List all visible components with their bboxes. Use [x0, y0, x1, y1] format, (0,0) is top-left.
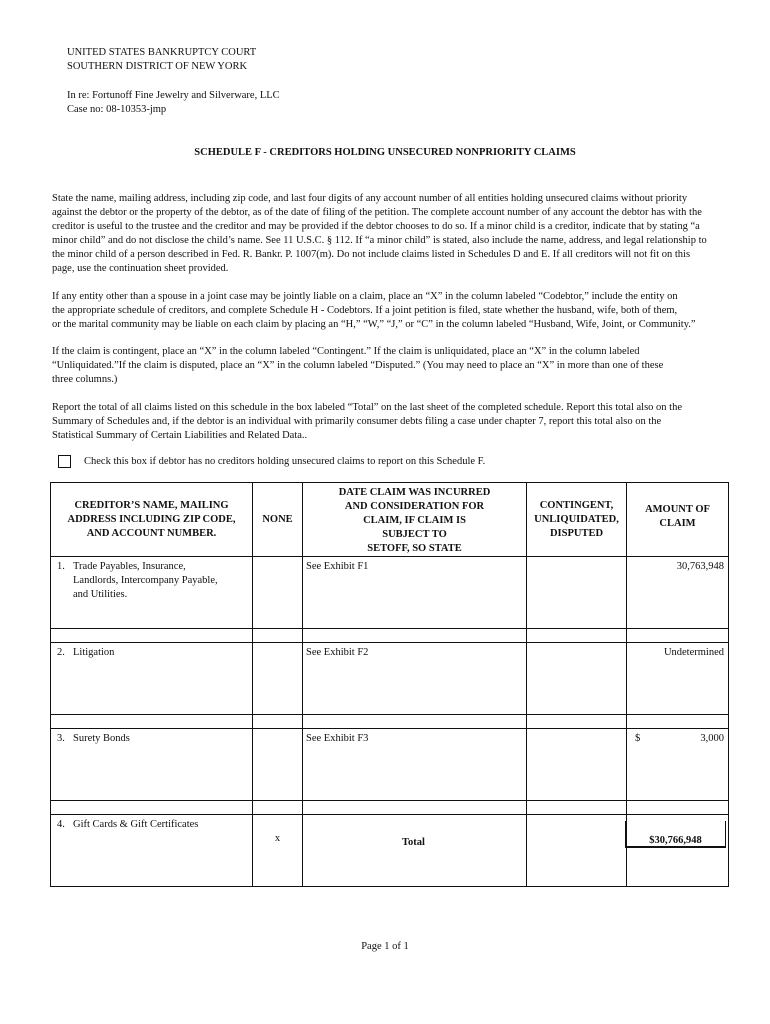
creditor-cell: 1. Trade Payables, Insurance, Landlords, Intercompany Payable, and Utilities.	[51, 557, 253, 629]
instruction-line: Summary of Schedules and, if the debtor is an individual with primarily consumer debts filing a case under chapter 7, report this total also on the	[52, 416, 662, 427]
total-label: Total	[402, 837, 425, 848]
none-cell	[253, 729, 303, 801]
instruction-line: If the claim is contingent, place an “X” in the column labeled “Contingent.” If the claim is unliquidated, place an “X” in the column labeled	[52, 346, 640, 357]
table-spacer-row	[51, 801, 729, 815]
instruction-line: Statistical Summary of Certain Liabilities and Related Data..	[52, 430, 308, 441]
date-claim-cell: See Exhibit F3	[303, 729, 527, 801]
header-none: NONE	[253, 483, 303, 557]
none-cell: x	[253, 815, 303, 887]
instruction-line: State the name, mailing address, including zip code, and last four digits of any account number of all entities holding unsecured claims without priority	[52, 193, 688, 204]
instruction-line: “Unliquidated.”If the claim is disputed, place an “X” in the column labeled “Disputed.” (You may need to place an “X” in more than one of these	[52, 360, 664, 371]
court-name: UNITED STATES BANKRUPTCY COURT	[67, 47, 257, 58]
creditor-cell: 2. Litigation	[51, 643, 253, 715]
instruction-line: the minor child of a person described in Fed. R. Bankr. P. 1007(m). Do not include claims listed in Schedules D and E. If all creditors will not fit on this	[52, 249, 691, 260]
no-creditors-checkbox[interactable]	[58, 455, 71, 468]
instructions-paragraph-4	[52, 401, 722, 443]
header-amount: AMOUNT OF CLAIM	[627, 483, 729, 557]
none-cell	[253, 557, 303, 629]
amount-cell: 30,763,948	[627, 557, 729, 629]
creditor-cell: 3. Surety Bonds	[51, 729, 253, 801]
table-spacer-row	[51, 629, 729, 643]
table-header-row	[51, 483, 729, 557]
instruction-line: or the marital community may be liable on each claim by placing an “H,” “W,” “J,” or “C” in the column labeled “Husband, Wife, Joint, or Community.”	[52, 319, 696, 330]
instructions-paragraph-3	[52, 345, 722, 387]
instruction-line: Report the total of all claims listed on this schedule in the box labeled “Total” on the last sheet of the completed schedule. Report this total also on the	[52, 402, 682, 413]
date-claim-cell: See Exhibit F1	[303, 557, 527, 629]
contingent-cell	[527, 729, 627, 801]
table-spacer-row	[51, 715, 729, 729]
table-row	[51, 643, 729, 715]
contingent-cell	[527, 643, 627, 715]
instructions-paragraph-2	[52, 290, 722, 332]
instruction-line: minor child” and do not disclose the child’s name. See 11 U.S.C. § 112. If “a minor child” is stated, also include the name, address, and legal relationship to	[52, 235, 707, 246]
date-claim-cell: See Exhibit F2	[303, 643, 527, 715]
table-row	[51, 557, 729, 629]
instruction-line: creditor is useful to the trustee and the creditor and may be provided if the debtor chooses to do so. If a minor child is a creditor, indicate that by stating “a	[52, 221, 700, 232]
table-row	[51, 729, 729, 801]
page-number: Page 1 of 1	[361, 941, 409, 952]
contingent-cell	[527, 557, 627, 629]
header-date-claim: DATE CLAIM WAS INCURRED AND CONSIDERATION FOR CLAIM, IF CLAIM IS SUBJECT TO SETOFF, SO STATE	[303, 483, 527, 557]
contingent-cell	[527, 815, 627, 887]
date-claim-cell	[303, 815, 527, 887]
instruction-line: against the debtor or the property of the debtor, as of the date of filing of the petition. The complete account number of any account the debtor has with the	[52, 207, 702, 218]
district-name: SOUTHERN DISTRICT OF NEW YORK	[67, 61, 248, 72]
instruction-line: three columns.)	[52, 374, 118, 385]
instruction-line: If any entity other than a spouse in a joint case may be jointly liable on a claim, place an “X” in the column labeled “Codebtor,” include the entity on	[52, 291, 678, 302]
instruction-line: the appropriate schedule of creditors, and complete Schedule H - Codebtors. If a joint petition is filed, state whether the husband, wife, both of them,	[52, 305, 678, 316]
amount-cell: Undetermined	[627, 643, 729, 715]
none-cell	[253, 643, 303, 715]
creditor-cell: 4. Gift Cards & Gift Certificates	[51, 815, 253, 887]
amount-cell: $ 3,000	[627, 729, 729, 801]
schedule-title: SCHEDULE F - CREDITORS HOLDING UNSECURED NONPRIORITY CLAIMS	[194, 147, 576, 158]
header-creditor: CREDITOR’S NAME, MAILING ADDRESS INCLUDING ZIP CODE, AND ACCOUNT NUMBER.	[51, 483, 253, 557]
no-creditors-checkbox-label: Check this box if debtor has no creditors holding unsecured claims to report on this Schedule F.	[84, 456, 486, 467]
instructions-paragraph-1	[52, 192, 722, 276]
total-value: $30,766,948	[625, 821, 726, 848]
instruction-line: page, use the continuation sheet provided.	[52, 263, 229, 274]
case-number: Case no: 08-10353-jmp	[67, 104, 167, 115]
in-re-line: In re: Fortunoff Fine Jewelry and Silverware, LLC	[67, 90, 280, 101]
header-contingent: CONTINGENT, UNLIQUIDATED, DISPUTED	[527, 483, 627, 557]
